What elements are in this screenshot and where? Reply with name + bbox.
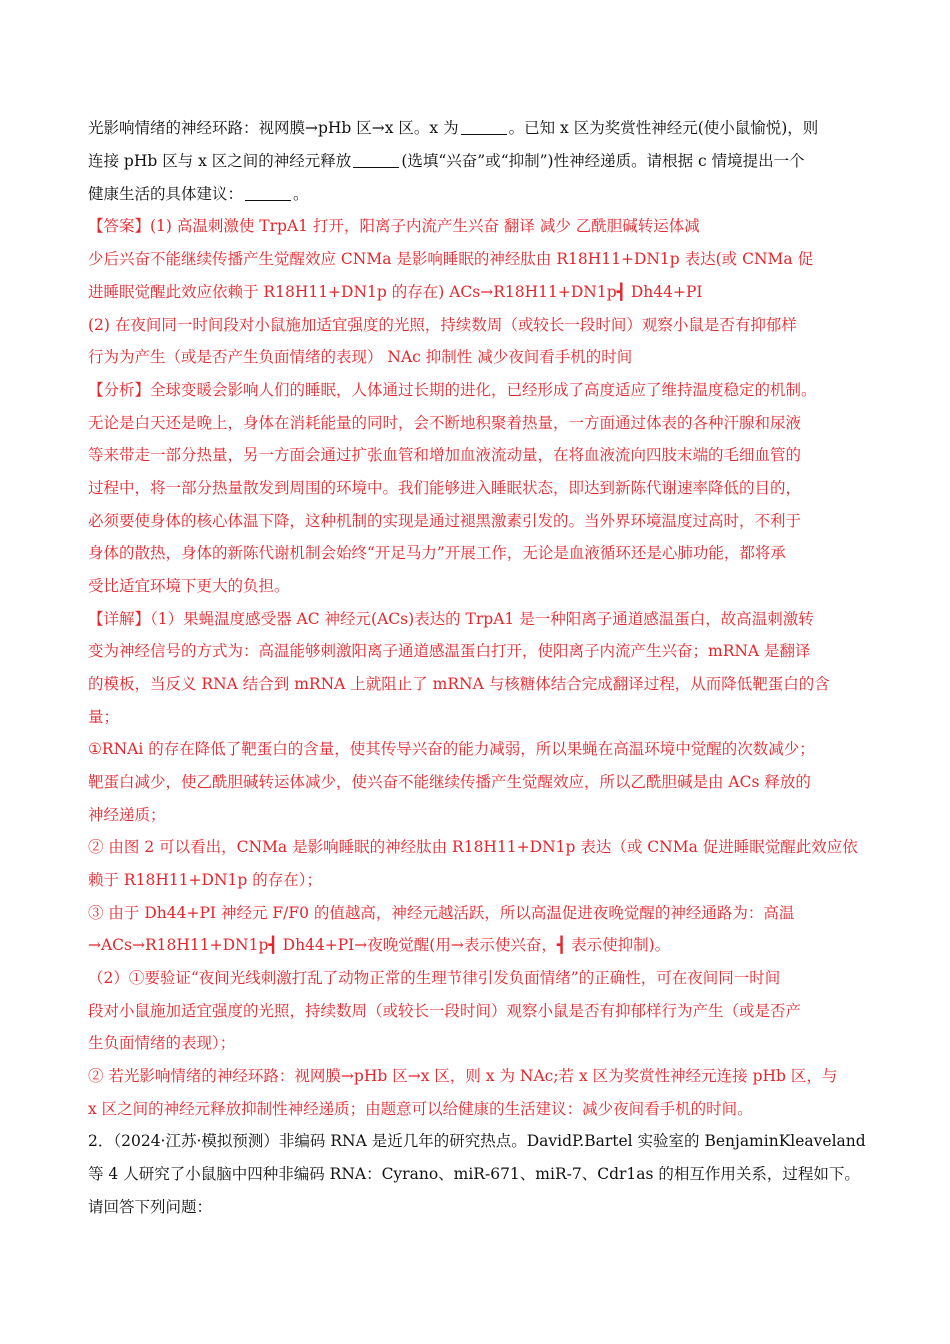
answer-line: 进睡眠觉醒此效应依赖于 R18H11+DN1p 的存在) ACs→R18H11+DN1p┫ Dh44+PI	[88, 283, 703, 301]
analysis-line: 无论是白天还是晚上，身体在消耗能量的同时，会不断地积聚着热量，一方面通过体表的各种汗腺和尿液	[88, 414, 802, 432]
question-line	[88, 117, 868, 139]
analysis-line: 身体的散热，身体的新陈代谢机制会始终“开足马力”开展工作，无论是血液循环还是心肺功能，都将承	[88, 544, 786, 562]
question-text: 。已知 x 区为奖赏性神经元(使小鼠愉悦)，则	[508, 119, 819, 137]
answer-line: 【答案】(1) 高温刺激使 TrpA1 打开，阳离子内流产生兴奋 翻译 减少 乙酰胆碱转运体减	[88, 217, 700, 235]
analysis-line: 【分析】全球变暖会影响人们的睡眠，人体通过长期的进化，已经形成了高度适应了维持温度稳定的机制。	[88, 381, 817, 399]
question-text: (选填“兴奋”或“抑制”)性神经递质。请根据 c 情境提出一个	[401, 152, 805, 170]
question2-line: 2．（2024·江苏·模拟预测）非编码 RNA 是近几年的研究热点。DavidP.Bartel 实验室的 BenjaminKleaveland	[88, 1132, 866, 1150]
answer-line: (2) 在夜间同一时间段对小鼠施加适宜强度的光照，持续数周（或较长一段时间）观察小鼠是否有抑郁样	[88, 316, 797, 334]
detail-line: 量；	[88, 708, 120, 726]
analysis-line: 等来带走一部分热量，另一方面会通过扩张血管和增加血液流动量，在将血液流向四肢末端的毛细血管的	[88, 446, 802, 464]
detail-line: 【详解】（1）果蝇温度感受器 AC 神经元(ACs)表达的 TrpA1 是一种阳离子通道感温蛋白，故高温刺激转	[88, 610, 814, 628]
question-text: 连接 pHb 区与 x 区之间的神经元释放	[88, 152, 352, 170]
analysis-line: 过程中，将一部分热量散发到周围的环境中。我们能够进入睡眠状态，即达到新陈代谢速率降低的目的，	[88, 479, 802, 497]
question2-line: 等 4 人研究了小鼠脑中四种非编码 RNA：Cyrano、miR-671、miR-7、Cdr1as 的相互作用关系，过程如下。	[88, 1165, 860, 1183]
answer-blank	[245, 184, 291, 201]
detail-line: ② 若光影响情绪的神经环路：视网膜→pHb 区→x 区，则 x 为 NAc;若 x 区为奖赏性神经元连接 pHb 区，与	[88, 1067, 838, 1085]
answer-blank	[353, 151, 399, 168]
detail-line: （2）①要验证“夜间光线刺激打乱了动物正常的生理节律引发负面情绪”的正确性，可在夜间同一时间	[88, 969, 781, 987]
detail-line: 的模板，当反义 RNA 结合到 mRNA 上就阻止了 mRNA 与核糖体结合完成翻译过程，从而降低靶蛋白的含	[88, 675, 830, 693]
analysis-line: 必须要使身体的核心体温下降，这种机制的实现是通过褪黑激素引发的。当外界环境温度过高时，不利于	[88, 512, 802, 530]
question2-line: 请回答下列问题：	[88, 1198, 213, 1216]
detail-line: 靶蛋白减少，使乙酰胆碱转运体减少，使兴奋不能继续传播产生觉醒效应，所以乙酰胆碱是由 ACs 释放的	[88, 773, 811, 791]
answer-blank	[461, 118, 507, 135]
answer-line: 行为为产生（或是否产生负面情绪的表现） NAc 抑制性 减少夜间看手机的时间	[88, 348, 633, 366]
detail-line: 变为神经信号的方式为：高温能够刺激阳离子通道感温蛋白打开，使阳离子内流产生兴奋；mRNA 是翻译	[88, 642, 811, 660]
question-line	[88, 183, 868, 205]
analysis-line: 受比适宜环境下更大的负担。	[88, 577, 290, 595]
detail-line: 段对小鼠施加适宜强度的光照，持续数周（或较长一段时间）观察小鼠是否有抑郁样行为产生（或是否产	[88, 1002, 802, 1020]
detail-line: ② 由图 2 可以看出，CNMa 是影响睡眠的神经肽由 R18H11+DN1p 表达（或 CNMa 促进睡眠觉醒此效应依	[88, 838, 858, 856]
detail-line: 生负面情绪的表现）；	[88, 1034, 236, 1052]
question-line	[88, 150, 868, 172]
answer-line: 少后兴奋不能继续传播产生觉醒效应 CNMa 是影响睡眠的神经肽由 R18H11+DN1p 表达(或 CNMa 促	[88, 250, 814, 268]
detail-line: x 区之间的神经元释放抑制性神经递质；由题意可以给健康的生活建议：减少夜间看手机的时间。	[88, 1100, 753, 1118]
question-text: 健康生活的具体建议：	[88, 185, 244, 203]
detail-line: 神经递质；	[88, 806, 166, 824]
detail-line: ③ 由于 Dh44+PI 神经元 F/F0 的值越高，神经元越活跃，所以高温促进夜晚觉醒的神经通路为：高温	[88, 904, 795, 922]
detail-line: →ACs→R18H11+DN1p┫ Dh44+PI→夜晚觉醒(用→表示使兴奋，┫ 表示使抑制)。	[88, 936, 671, 954]
detail-line: ①RNAi 的存在降低了靶蛋白的含量，使其传导兴奋的能力减弱，所以果蝇在高温环境中觉醒的次数减少；	[88, 740, 815, 758]
question-text: 光影响情绪的神经环路：视网膜→pHb 区→x 区。x 为	[88, 119, 459, 137]
question-text: 。	[293, 185, 309, 203]
detail-line: 赖于 R18H11+DN1p 的存在）；	[88, 871, 322, 889]
